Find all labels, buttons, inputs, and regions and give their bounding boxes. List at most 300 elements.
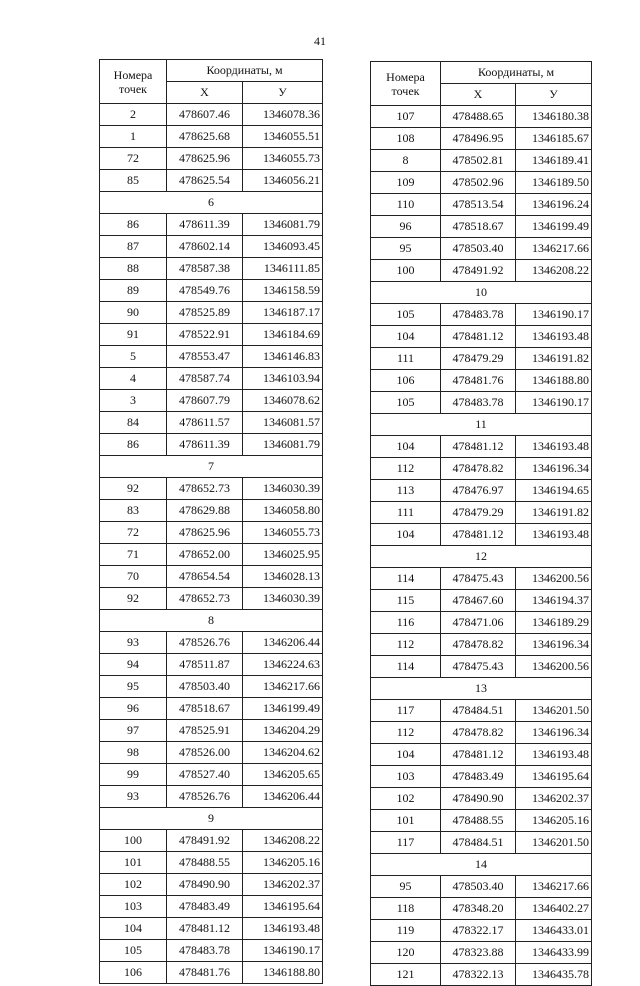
point-number-cell: 90 <box>100 302 167 324</box>
y-header: У <box>243 82 323 104</box>
x-coordinate-cell: 478625.68 <box>167 126 243 148</box>
y-coordinate-cell: 1346190.17 <box>243 940 323 962</box>
point-number-cell: 101 <box>371 810 441 832</box>
section-number: 9 <box>100 808 323 830</box>
y-coordinate-cell: 1346055.51 <box>243 126 323 148</box>
y-coordinate-cell: 1346202.37 <box>516 788 592 810</box>
point-number-cell: 84 <box>100 412 167 434</box>
y-header: У <box>516 84 592 106</box>
point-number-cell: 95 <box>371 876 441 898</box>
table-row <box>100 280 323 302</box>
point-number-cell: 1 <box>100 126 167 148</box>
point-number-cell: 106 <box>371 370 441 392</box>
point-number-cell: 104 <box>371 436 441 458</box>
y-coordinate-cell: 1346028.13 <box>243 566 323 588</box>
table-row <box>371 260 592 282</box>
x-coordinate-cell: 478513.54 <box>441 194 516 216</box>
x-coordinate-cell: 478652.73 <box>167 588 243 610</box>
table-row <box>100 434 323 456</box>
section-number: 8 <box>100 610 323 632</box>
coordinates-table-left <box>99 59 323 984</box>
x-coordinate-cell: 478488.55 <box>167 852 243 874</box>
x-coordinate-cell: 478522.91 <box>167 324 243 346</box>
point-number-cell: 105 <box>371 304 441 326</box>
x-coordinate-cell: 478471.06 <box>441 612 516 634</box>
section-row <box>371 414 592 436</box>
y-coordinate-cell: 1346058.80 <box>243 500 323 522</box>
x-coordinate-cell: 478483.78 <box>167 940 243 962</box>
y-coordinate-cell: 1346184.69 <box>243 324 323 346</box>
table-row <box>100 852 323 874</box>
section-row <box>100 808 323 830</box>
x-coordinate-cell: 478496.95 <box>441 128 516 150</box>
y-coordinate-cell: 1346055.73 <box>243 148 323 170</box>
y-coordinate-cell: 1346217.66 <box>516 876 592 898</box>
point-number-cell: 102 <box>371 788 441 810</box>
table-row <box>100 742 323 764</box>
point-number-cell: 120 <box>371 942 441 964</box>
table-row <box>371 502 592 524</box>
point-number-cell: 101 <box>100 852 167 874</box>
table-row <box>371 458 592 480</box>
table-row <box>371 326 592 348</box>
coordinates-table-right <box>370 61 592 986</box>
x-coordinate-cell: 478478.82 <box>441 722 516 744</box>
point-number-cell: 3 <box>100 390 167 412</box>
x-coordinate-cell: 478525.89 <box>167 302 243 324</box>
table-row <box>100 258 323 280</box>
table-row <box>371 590 592 612</box>
point-number-cell: 88 <box>100 258 167 280</box>
table-row <box>100 698 323 720</box>
y-coordinate-cell: 1346193.48 <box>516 524 592 546</box>
y-coordinate-cell: 1346204.29 <box>243 720 323 742</box>
y-coordinate-cell: 1346217.66 <box>516 238 592 260</box>
point-number-cell: 87 <box>100 236 167 258</box>
y-coordinate-cell: 1346188.80 <box>243 962 323 984</box>
table-row <box>100 368 323 390</box>
y-coordinate-cell: 1346196.24 <box>516 194 592 216</box>
table-row <box>371 634 592 656</box>
table-row <box>371 348 592 370</box>
y-coordinate-cell: 1346208.22 <box>243 830 323 852</box>
y-coordinate-cell: 1346193.48 <box>243 918 323 940</box>
coordinates-header: Координаты, м <box>167 60 323 82</box>
point-number-cell: 95 <box>100 676 167 698</box>
y-coordinate-cell: 1346206.44 <box>243 632 323 654</box>
point-number-cell: 92 <box>100 588 167 610</box>
table-row <box>100 346 323 368</box>
y-coordinate-cell: 1346111.85 <box>243 258 323 280</box>
x-coordinate-cell: 478483.78 <box>441 392 516 414</box>
point-number-cell: 89 <box>100 280 167 302</box>
x-coordinate-cell: 478652.00 <box>167 544 243 566</box>
table-row <box>100 302 323 324</box>
table-row <box>371 700 592 722</box>
points-header <box>371 62 441 106</box>
section-number: 6 <box>100 192 323 214</box>
table-row <box>371 436 592 458</box>
x-coordinate-cell: 478467.60 <box>441 590 516 612</box>
table-row <box>371 238 592 260</box>
point-number-cell: 4 <box>100 368 167 390</box>
x-coordinate-cell: 478549.76 <box>167 280 243 302</box>
point-number-cell: 103 <box>100 896 167 918</box>
table-row <box>100 632 323 654</box>
point-number-cell: 104 <box>371 744 441 766</box>
y-coordinate-cell: 1346205.16 <box>516 810 592 832</box>
x-coordinate-cell: 478484.51 <box>441 700 516 722</box>
table-row <box>371 304 592 326</box>
x-coordinate-cell: 478481.76 <box>441 370 516 392</box>
x-coordinate-cell: 478488.65 <box>441 106 516 128</box>
section-row <box>371 546 592 568</box>
table-row <box>100 478 323 500</box>
point-number-cell: 111 <box>371 348 441 370</box>
section-number: 11 <box>371 414 592 436</box>
table-row <box>100 412 323 434</box>
point-number-cell: 104 <box>100 918 167 940</box>
point-number-cell: 5 <box>100 346 167 368</box>
table-row <box>371 964 592 986</box>
y-coordinate-cell: 1346194.65 <box>516 480 592 502</box>
y-coordinate-cell: 1346187.17 <box>243 302 323 324</box>
point-number-cell: 86 <box>100 434 167 456</box>
point-number-cell: 105 <box>371 392 441 414</box>
point-number-cell: 100 <box>100 830 167 852</box>
x-coordinate-cell: 478625.96 <box>167 148 243 170</box>
x-coordinate-cell: 478503.40 <box>441 238 516 260</box>
table-row <box>371 876 592 898</box>
section-row <box>100 192 323 214</box>
x-coordinate-cell: 478607.79 <box>167 390 243 412</box>
point-number-cell: 93 <box>100 632 167 654</box>
x-coordinate-cell: 478483.49 <box>167 896 243 918</box>
x-coordinate-cell: 478652.73 <box>167 478 243 500</box>
point-number-cell: 97 <box>100 720 167 742</box>
table-row <box>100 764 323 786</box>
y-coordinate-cell: 1346193.48 <box>516 436 592 458</box>
point-number-cell: 95 <box>371 238 441 260</box>
table-row <box>371 832 592 854</box>
x-coordinate-cell: 478484.51 <box>441 832 516 854</box>
y-coordinate-cell: 1346189.50 <box>516 172 592 194</box>
x-coordinate-cell: 478611.39 <box>167 214 243 236</box>
table-row <box>100 918 323 940</box>
y-coordinate-cell: 1346030.39 <box>243 478 323 500</box>
point-number-cell: 93 <box>100 786 167 808</box>
table-row <box>100 940 323 962</box>
table-row <box>371 898 592 920</box>
table-row <box>100 148 323 170</box>
point-number-cell: 91 <box>100 324 167 346</box>
y-coordinate-cell: 1346205.65 <box>243 764 323 786</box>
x-coordinate-cell: 478348.20 <box>441 898 516 920</box>
x-coordinate-cell: 478502.96 <box>441 172 516 194</box>
table-row <box>100 236 323 258</box>
point-number-cell: 106 <box>100 962 167 984</box>
x-coordinate-cell: 478654.54 <box>167 566 243 588</box>
point-number-cell: 117 <box>371 700 441 722</box>
y-coordinate-cell: 1346201.50 <box>516 832 592 854</box>
y-coordinate-cell: 1346402.27 <box>516 898 592 920</box>
table-row <box>371 612 592 634</box>
x-coordinate-cell: 478483.78 <box>441 304 516 326</box>
table-row <box>100 676 323 698</box>
y-coordinate-cell: 1346078.62 <box>243 390 323 412</box>
y-coordinate-cell: 1346093.45 <box>243 236 323 258</box>
x-coordinate-cell: 478526.76 <box>167 632 243 654</box>
table-row <box>100 566 323 588</box>
point-number-cell: 83 <box>100 500 167 522</box>
x-coordinate-cell: 478491.92 <box>441 260 516 282</box>
point-number-cell: 104 <box>371 524 441 546</box>
point-number-cell: 70 <box>100 566 167 588</box>
y-coordinate-cell: 1346196.34 <box>516 458 592 480</box>
y-coordinate-cell: 1346195.64 <box>516 766 592 788</box>
point-number-cell: 94 <box>100 654 167 676</box>
x-coordinate-cell: 478483.49 <box>441 766 516 788</box>
point-number-cell: 103 <box>371 766 441 788</box>
point-number-cell: 110 <box>371 194 441 216</box>
table-row <box>100 544 323 566</box>
table-row <box>100 500 323 522</box>
y-coordinate-cell: 1346201.50 <box>516 700 592 722</box>
y-coordinate-cell: 1346081.57 <box>243 412 323 434</box>
x-coordinate-cell: 478503.40 <box>441 876 516 898</box>
point-number-cell: 104 <box>371 326 441 348</box>
point-number-cell: 118 <box>371 898 441 920</box>
point-number-cell: 113 <box>371 480 441 502</box>
y-coordinate-cell: 1346025.95 <box>243 544 323 566</box>
y-coordinate-cell: 1346208.22 <box>516 260 592 282</box>
y-coordinate-cell: 1346435.78 <box>516 964 592 986</box>
point-number-cell: 117 <box>371 832 441 854</box>
y-coordinate-cell: 1346190.17 <box>516 392 592 414</box>
y-coordinate-cell: 1346206.44 <box>243 786 323 808</box>
section-number: 13 <box>371 678 592 700</box>
table-row <box>371 194 592 216</box>
section-number: 12 <box>371 546 592 568</box>
table-row <box>100 786 323 808</box>
x-coordinate-cell: 478323.88 <box>441 942 516 964</box>
y-coordinate-cell: 1346196.34 <box>516 722 592 744</box>
x-coordinate-cell: 478518.67 <box>167 698 243 720</box>
x-coordinate-cell: 478625.54 <box>167 170 243 192</box>
table-row <box>371 150 592 172</box>
section-number: 10 <box>371 282 592 304</box>
point-number-cell: 112 <box>371 458 441 480</box>
table-row <box>100 104 323 126</box>
table-row <box>371 942 592 964</box>
page-number: 41 <box>314 34 326 48</box>
point-number-cell: 102 <box>100 874 167 896</box>
x-coordinate-cell: 478475.43 <box>441 656 516 678</box>
x-coordinate-cell: 478511.87 <box>167 654 243 676</box>
point-number-cell: 96 <box>371 216 441 238</box>
x-coordinate-cell: 478553.47 <box>167 346 243 368</box>
table-row <box>371 216 592 238</box>
point-number-cell: 98 <box>100 742 167 764</box>
y-coordinate-cell: 1346055.73 <box>243 522 323 544</box>
y-coordinate-cell: 1346204.62 <box>243 742 323 764</box>
point-number-cell: 72 <box>100 522 167 544</box>
table-row <box>100 874 323 896</box>
table-row <box>100 588 323 610</box>
y-coordinate-cell: 1346189.29 <box>516 612 592 634</box>
x-coordinate-cell: 478481.12 <box>441 524 516 546</box>
x-coordinate-cell: 478478.82 <box>441 458 516 480</box>
table-row <box>371 370 592 392</box>
points-header-line1: Номера <box>386 69 425 84</box>
point-number-cell: 115 <box>371 590 441 612</box>
x-coordinate-cell: 478481.12 <box>441 436 516 458</box>
x-coordinate-cell: 478490.90 <box>167 874 243 896</box>
table-row <box>100 962 323 984</box>
y-coordinate-cell: 1346217.66 <box>243 676 323 698</box>
points-header-line2: точек <box>391 83 420 98</box>
point-number-cell: 99 <box>100 764 167 786</box>
y-coordinate-cell: 1346199.49 <box>516 216 592 238</box>
x-coordinate-cell: 478488.55 <box>441 810 516 832</box>
table-row <box>100 390 323 412</box>
x-coordinate-cell: 478607.46 <box>167 104 243 126</box>
x-coordinate-cell: 478611.39 <box>167 434 243 456</box>
y-coordinate-cell: 1346190.17 <box>516 304 592 326</box>
x-coordinate-cell: 478587.38 <box>167 258 243 280</box>
y-coordinate-cell: 1346200.56 <box>516 568 592 590</box>
x-coordinate-cell: 478481.12 <box>441 744 516 766</box>
section-row <box>100 456 323 478</box>
x-coordinate-cell: 478611.57 <box>167 412 243 434</box>
table-row <box>371 128 592 150</box>
point-number-cell: 116 <box>371 612 441 634</box>
table-row <box>371 172 592 194</box>
x-coordinate-cell: 478322.13 <box>441 964 516 986</box>
table-row <box>371 766 592 788</box>
points-header-line1: Номера <box>113 67 153 82</box>
x-coordinate-cell: 478479.29 <box>441 502 516 524</box>
x-coordinate-cell: 478526.00 <box>167 742 243 764</box>
x-coordinate-cell: 478503.40 <box>167 676 243 698</box>
point-number-cell: 112 <box>371 634 441 656</box>
y-coordinate-cell: 1346030.39 <box>243 588 323 610</box>
section-row <box>371 854 592 876</box>
x-coordinate-cell: 478322.17 <box>441 920 516 942</box>
point-number-cell: 119 <box>371 920 441 942</box>
y-coordinate-cell: 1346078.36 <box>243 104 323 126</box>
x-coordinate-cell: 478481.12 <box>441 326 516 348</box>
table-row <box>371 788 592 810</box>
table-row <box>371 722 592 744</box>
point-number-cell: 114 <box>371 568 441 590</box>
x-header: X <box>441 84 516 106</box>
y-coordinate-cell: 1346081.79 <box>243 434 323 456</box>
table-row <box>100 896 323 918</box>
point-number-cell: 111 <box>371 502 441 524</box>
y-coordinate-cell: 1346199.49 <box>243 698 323 720</box>
table-row <box>371 524 592 546</box>
points-header <box>100 60 167 104</box>
table-row <box>100 830 323 852</box>
point-number-cell: 71 <box>100 544 167 566</box>
section-number: 7 <box>100 456 323 478</box>
x-coordinate-cell: 478475.43 <box>441 568 516 590</box>
x-coordinate-cell: 478476.97 <box>441 480 516 502</box>
table-row <box>371 392 592 414</box>
coordinates-header: Координаты, м <box>441 62 592 84</box>
point-number-cell: 72 <box>100 148 167 170</box>
table-row <box>100 324 323 346</box>
table-row <box>371 920 592 942</box>
point-number-cell: 92 <box>100 478 167 500</box>
table-row <box>100 720 323 742</box>
point-number-cell: 112 <box>371 722 441 744</box>
table-row <box>371 810 592 832</box>
y-coordinate-cell: 1346205.16 <box>243 852 323 874</box>
y-coordinate-cell: 1346158.59 <box>243 280 323 302</box>
table-row <box>100 522 323 544</box>
y-coordinate-cell: 1346193.48 <box>516 744 592 766</box>
point-number-cell: 8 <box>371 150 441 172</box>
section-row <box>371 678 592 700</box>
point-number-cell: 121 <box>371 964 441 986</box>
x-coordinate-cell: 478478.82 <box>441 634 516 656</box>
point-number-cell: 2 <box>100 104 167 126</box>
y-coordinate-cell: 1346195.64 <box>243 896 323 918</box>
table-row <box>100 126 323 148</box>
y-coordinate-cell: 1346224.63 <box>243 654 323 676</box>
point-number-cell: 109 <box>371 172 441 194</box>
table-row <box>371 568 592 590</box>
x-coordinate-cell: 478527.40 <box>167 764 243 786</box>
x-coordinate-cell: 478525.91 <box>167 720 243 742</box>
x-coordinate-cell: 478625.96 <box>167 522 243 544</box>
x-coordinate-cell: 478502.81 <box>441 150 516 172</box>
y-coordinate-cell: 1346433.99 <box>516 942 592 964</box>
y-coordinate-cell: 1346196.34 <box>516 634 592 656</box>
point-number-cell: 85 <box>100 170 167 192</box>
y-coordinate-cell: 1346185.67 <box>516 128 592 150</box>
x-coordinate-cell: 478479.29 <box>441 348 516 370</box>
y-coordinate-cell: 1346189.41 <box>516 150 592 172</box>
point-number-cell: 86 <box>100 214 167 236</box>
x-coordinate-cell: 478602.14 <box>167 236 243 258</box>
table-row <box>371 480 592 502</box>
y-coordinate-cell: 1346180.38 <box>516 106 592 128</box>
section-row <box>100 610 323 632</box>
table-row <box>371 656 592 678</box>
y-coordinate-cell: 1346081.79 <box>243 214 323 236</box>
table-row <box>371 106 592 128</box>
point-number-cell: 96 <box>100 698 167 720</box>
table-row <box>371 744 592 766</box>
point-number-cell: 114 <box>371 656 441 678</box>
y-coordinate-cell: 1346191.82 <box>516 502 592 524</box>
y-coordinate-cell: 1346200.56 <box>516 656 592 678</box>
y-coordinate-cell: 1346188.80 <box>516 370 592 392</box>
point-number-cell: 105 <box>100 940 167 962</box>
y-coordinate-cell: 1346146.83 <box>243 346 323 368</box>
point-number-cell: 100 <box>371 260 441 282</box>
table-row <box>100 170 323 192</box>
y-coordinate-cell: 1346202.37 <box>243 874 323 896</box>
x-coordinate-cell: 478491.92 <box>167 830 243 852</box>
point-number-cell: 107 <box>371 106 441 128</box>
x-coordinate-cell: 478518.67 <box>441 216 516 238</box>
table-row <box>100 654 323 676</box>
y-coordinate-cell: 1346103.94 <box>243 368 323 390</box>
